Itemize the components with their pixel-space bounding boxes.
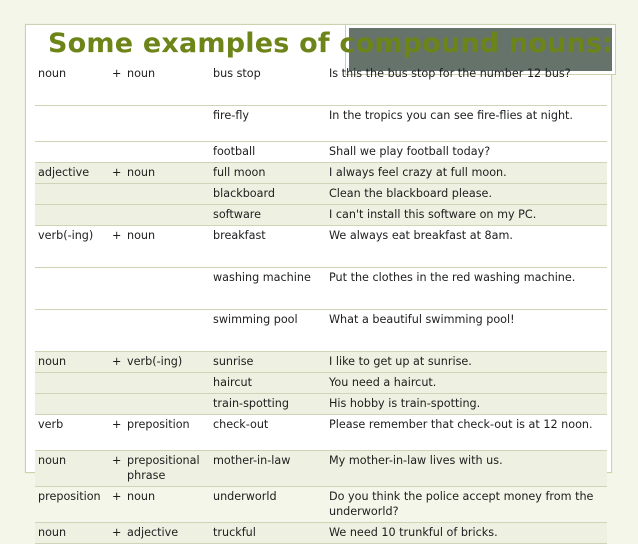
compound-cell: breakfast [210, 226, 326, 268]
word-a-cell: preposition [35, 487, 109, 523]
word-b-cell: noun [124, 64, 210, 106]
slide-title: Some examples of compound nouns: [48, 28, 614, 59]
plus-cell: + [109, 451, 124, 487]
table-row [35, 373, 607, 394]
word-a-cell [35, 184, 109, 205]
compound-cell: washing machine [210, 268, 326, 310]
compound-nouns-table [35, 64, 607, 544]
plus-cell: + [109, 523, 124, 544]
word-a-cell: adjective [35, 163, 109, 184]
plus-cell: + [109, 415, 124, 451]
word-b-cell: verb(-ing) [124, 352, 210, 373]
plus-cell [109, 142, 124, 163]
example-cell: His hobby is train-spotting. [326, 394, 607, 415]
plus-cell [109, 106, 124, 142]
word-a-cell [35, 268, 109, 310]
compound-cell: full moon [210, 163, 326, 184]
word-b-cell: adjective [124, 523, 210, 544]
compound-nouns-table-wrapper [35, 64, 607, 544]
table-row [35, 487, 607, 523]
compound-cell: football [210, 142, 326, 163]
table-row [35, 184, 607, 205]
plus-cell: + [109, 226, 124, 268]
word-a-cell: noun [35, 523, 109, 544]
table-row [35, 415, 607, 451]
example-cell: I always feel crazy at full moon. [326, 163, 607, 184]
compound-cell: mother-in-law [210, 451, 326, 487]
word-b-cell [124, 142, 210, 163]
plus-cell: + [109, 352, 124, 373]
word-b-cell: prepositional phrase [124, 451, 210, 487]
table-row [35, 352, 607, 373]
compound-cell: haircut [210, 373, 326, 394]
table-row [35, 64, 607, 106]
word-a-cell: noun [35, 64, 109, 106]
example-cell: You need a haircut. [326, 373, 607, 394]
word-a-cell: verb(-ing) [35, 226, 109, 268]
example-cell: I can't install this software on my PC. [326, 205, 607, 226]
word-b-cell [124, 205, 210, 226]
compound-cell: swimming pool [210, 310, 326, 352]
compound-cell: underworld [210, 487, 326, 523]
word-a-cell [35, 310, 109, 352]
compound-cell: bus stop [210, 64, 326, 106]
word-a-cell [35, 373, 109, 394]
example-cell: I like to get up at sunrise. [326, 352, 607, 373]
word-b-cell [124, 394, 210, 415]
table-row [35, 106, 607, 142]
word-b-cell [124, 310, 210, 352]
word-a-cell [35, 142, 109, 163]
table-row [35, 451, 607, 487]
table-row [35, 310, 607, 352]
example-cell: Clean the blackboard please. [326, 184, 607, 205]
plus-cell [109, 373, 124, 394]
plus-cell [109, 205, 124, 226]
plus-cell [109, 394, 124, 415]
table-row [35, 226, 607, 268]
word-b-cell [124, 184, 210, 205]
example-cell: Do you think the police accept money from the underworld? [326, 487, 607, 523]
plus-cell [109, 268, 124, 310]
example-cell: We need 10 trunkful of bricks. [326, 523, 607, 544]
example-cell: Shall we play football today? [326, 142, 607, 163]
plus-cell: + [109, 163, 124, 184]
word-a-cell [35, 394, 109, 415]
plus-cell [109, 184, 124, 205]
word-b-cell [124, 373, 210, 394]
plus-cell: + [109, 487, 124, 523]
table-row [35, 394, 607, 415]
table-row [35, 142, 607, 163]
word-b-cell [124, 268, 210, 310]
compound-cell: check-out [210, 415, 326, 451]
word-a-cell [35, 106, 109, 142]
plus-cell: + [109, 64, 124, 106]
word-a-cell [35, 205, 109, 226]
word-b-cell: noun [124, 163, 210, 184]
example-cell: Is this the bus stop for the number 12 bus? [326, 64, 607, 106]
example-cell: Please remember that check-out is at 12 noon. [326, 415, 607, 451]
compound-cell: truckful [210, 523, 326, 544]
table-row [35, 163, 607, 184]
example-cell: My mother-in-law lives with us. [326, 451, 607, 487]
table-row [35, 268, 607, 310]
word-a-cell: noun [35, 451, 109, 487]
example-cell: In the tropics you can see fire-flies at night. [326, 106, 607, 142]
compound-cell: sunrise [210, 352, 326, 373]
compound-cell: fire-fly [210, 106, 326, 142]
word-a-cell: noun [35, 352, 109, 373]
word-a-cell: verb [35, 415, 109, 451]
table-row [35, 205, 607, 226]
compound-cell: train-spotting [210, 394, 326, 415]
word-b-cell: noun [124, 226, 210, 268]
compound-cell: blackboard [210, 184, 326, 205]
example-cell: What a beautiful swimming pool! [326, 310, 607, 352]
compound-cell: software [210, 205, 326, 226]
word-b-cell: noun [124, 487, 210, 523]
word-b-cell: preposition [124, 415, 210, 451]
example-cell: Put the clothes in the red washing machine. [326, 268, 607, 310]
word-b-cell [124, 106, 210, 142]
table-row [35, 523, 607, 544]
example-cell: We always eat breakfast at 8am. [326, 226, 607, 268]
plus-cell [109, 310, 124, 352]
